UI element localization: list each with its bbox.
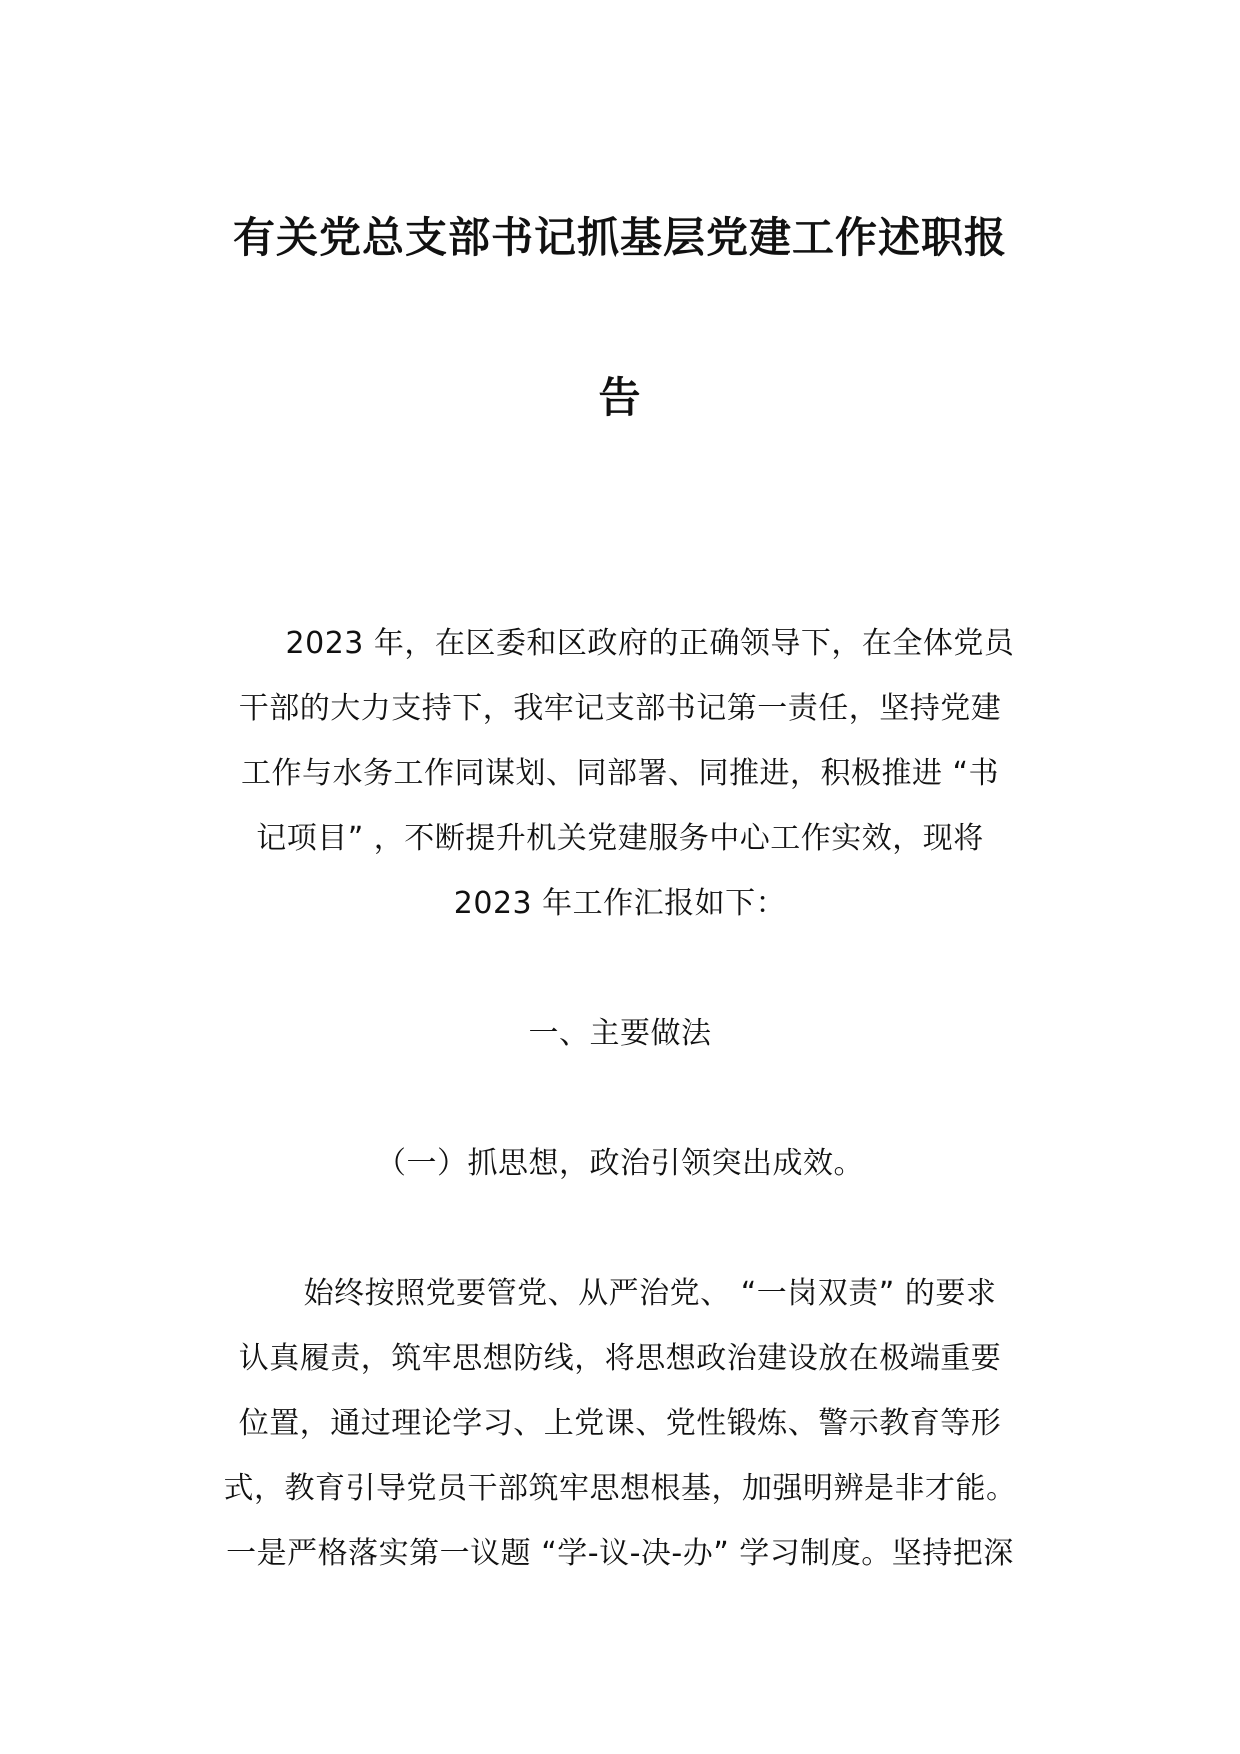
section-paragraph-line-2: 认真履责，筑牢思想防线，将思想政治建设放在极端重要 bbox=[238, 1341, 1002, 1376]
intro-line-2: 干部的大力支持下，我牢记支部书记第一责任，坚持党建 bbox=[238, 691, 1002, 726]
document-title-line-1: 有关党总支部书记抓基层党建工作述职报 bbox=[232, 213, 1007, 262]
document-title-line-2: 告 bbox=[598, 373, 642, 422]
intro-line-3: 工作与水务工作同谋划、同部署、同推进，积极推进 “书 bbox=[240, 756, 1000, 791]
intro-line-1: 2023 年，在区委和区政府的正确领导下，在全体党员 bbox=[285, 626, 1015, 661]
intro-line-4: 记项目” ，不断提升机关党建服务中心工作实效，现将 bbox=[256, 821, 984, 856]
intro-line-5: 2023 年工作汇报如下： bbox=[453, 886, 787, 921]
section-paragraph-line-5: 一是严格落实第一议题 “学-议-决-办” 学习制度。坚持把深 bbox=[226, 1536, 1014, 1571]
section-paragraph-line-4: 式，教育引导党员干部筑牢思想根基，加强明辨是非才能。 bbox=[223, 1471, 1017, 1506]
section-paragraph-line-1: 始终按照党要管党、从严治党、 “一岗双责” 的要求 bbox=[303, 1276, 997, 1311]
section-heading: 一、主要做法 bbox=[528, 1016, 712, 1051]
subsection-heading: （一）抓思想，政治引领突出成效。 bbox=[376, 1146, 864, 1181]
section-paragraph-line-3: 位置，通过理论学习、上党课、党性锻炼、警示教育等形 bbox=[238, 1406, 1002, 1441]
